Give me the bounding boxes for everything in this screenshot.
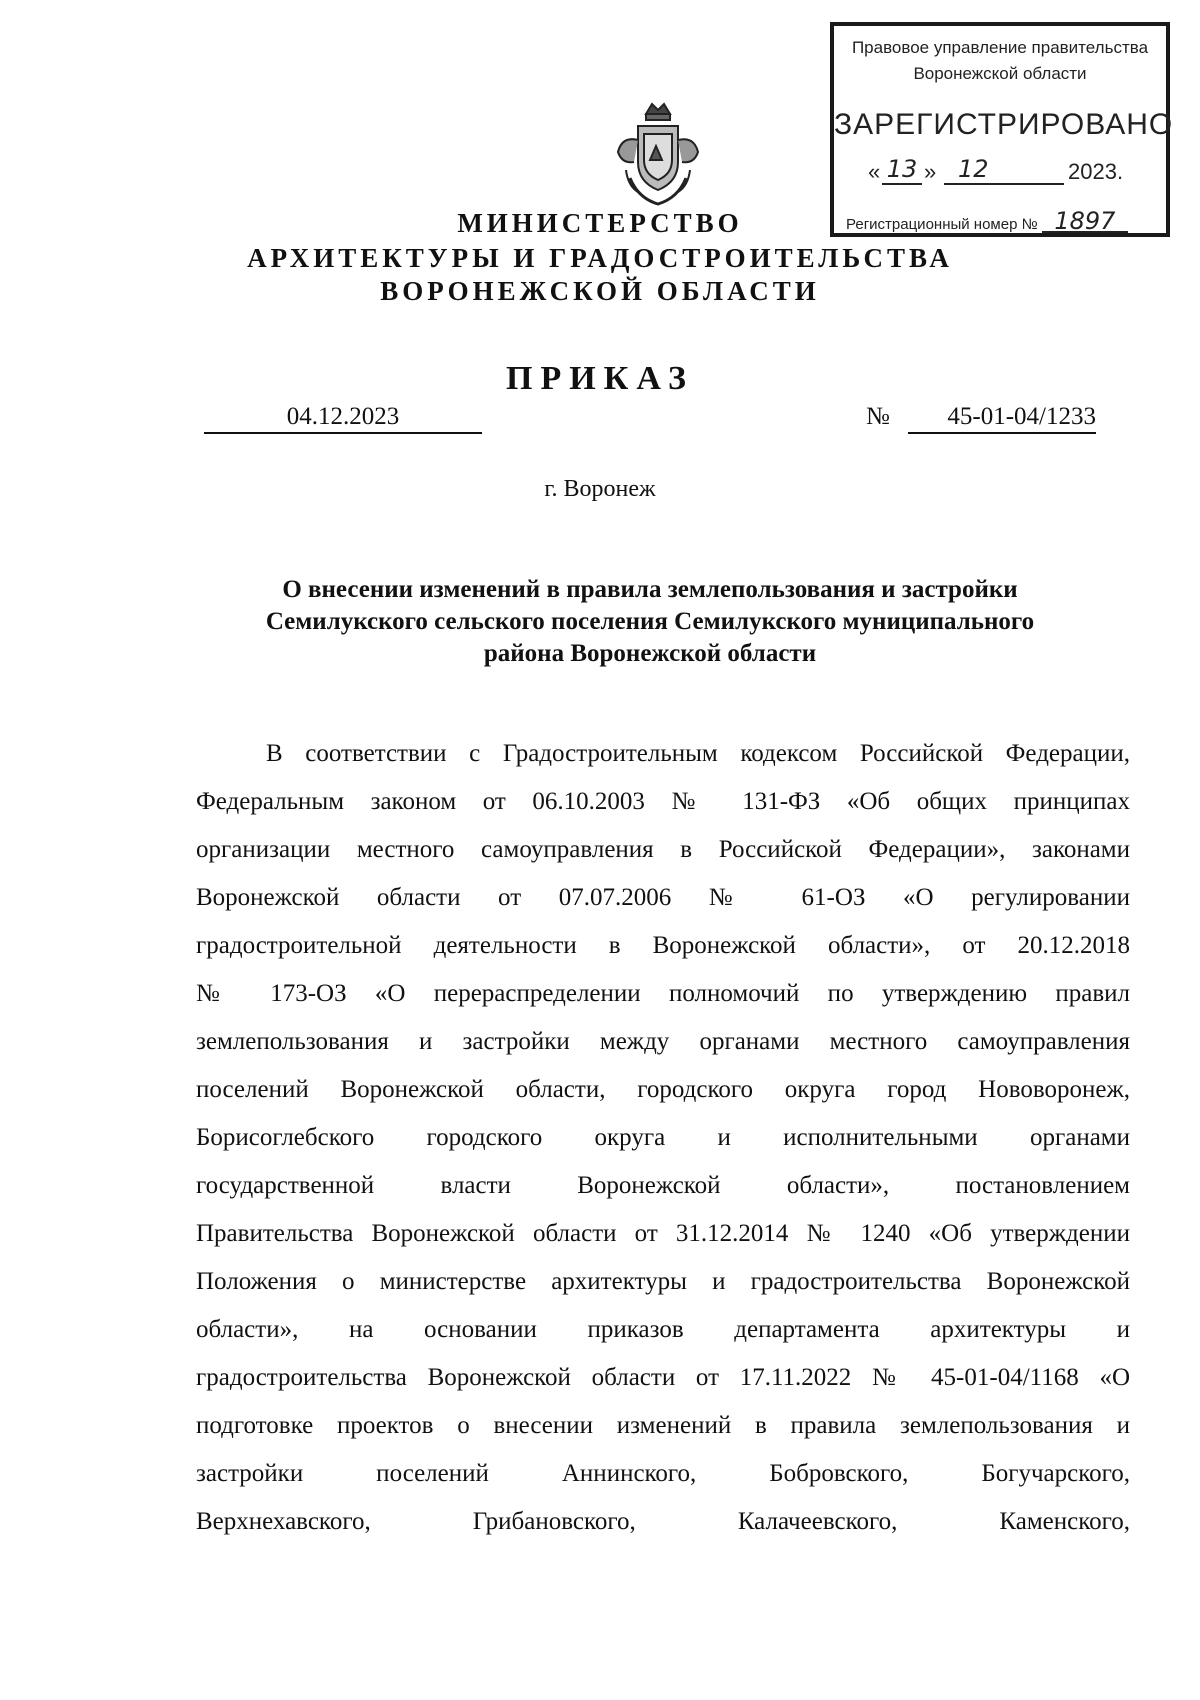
body-line: Положения о министерстве архитектуры и градостроительства Воронежской [196, 1268, 1130, 1295]
document-title: ПРИКАЗ [506, 360, 694, 397]
ministry-name-line3: ВОРОНЕЖСКОЙ ОБЛАСТИ [380, 276, 820, 306]
order-number-label: № [866, 403, 890, 430]
body-line: застройки поселений Аннинского, Бобровского, Богучарского, [196, 1460, 1130, 1487]
ministry-name-line1: МИНИСТЕРСТВО [457, 208, 743, 238]
order-number: 45-01-04/1233 [908, 402, 1096, 434]
body-line: Правительства Воронежской области от 31.12.2014 № 1240 «Об утверждении [196, 1220, 1130, 1247]
subject-line: района Воронежской области [483, 640, 817, 667]
order-city: г. Воронеж [544, 476, 656, 502]
stamp-date-day: 13 [882, 155, 922, 185]
body-line: поселений Воронежской области, городского округа город Нововоронеж, [196, 1076, 1130, 1103]
body-line: Верхнехавского, Грибановского, Калачеевского, Каменского, [196, 1508, 1130, 1535]
body-line: Федеральным законом от 06.10.2003 № 131-ФЗ «Об общих принципах [196, 788, 1130, 815]
body-line: организации местного самоуправления в Российской Федерации», законами [196, 836, 1130, 863]
order-subject [200, 574, 1100, 670]
stamp-date-month: 12 [944, 155, 1064, 185]
body-line: Воронежской области от 07.07.2006 № 61-ОЗ «О регулировании [196, 884, 1130, 911]
body-line: землепользования и застройки между органами местного самоуправления [196, 1028, 1130, 1055]
stamp-status: ЗАРЕГИСТРИРОВАНО [834, 108, 1174, 141]
ministry-name-line2: АРХИТЕКТУРЫ И ГРАДОСТРОИТЕЛЬСТВА [247, 243, 953, 273]
body-line: № 173-ОЗ «О перераспределении полномочий по утверждению правил [196, 980, 1130, 1007]
stamp-date-year: 2023. [1068, 159, 1124, 184]
stamp-org-line1: Правовое управление правительства [851, 38, 1149, 57]
body-line: градостроительства Воронежской области от 17.11.2022 № 45-01-04/1168 «О [196, 1364, 1130, 1391]
body-line: государственной власти Воронежской области», постановлением [196, 1172, 1130, 1199]
order-date: 04.12.2023 [204, 402, 482, 434]
subject-line: О внесении изменений в правила землепользования и застройки [282, 576, 1018, 603]
body-line: Борисоглебского городского округа и исполнительными органами [196, 1124, 1130, 1151]
stamp-reg-value: 1897 [1042, 211, 1128, 233]
registration-stamp [830, 22, 1174, 237]
stamp-org-line2: Воронежской области [913, 64, 1087, 83]
body-line: подготовке проектов о внесении изменений в правила землепользования и [196, 1412, 1130, 1439]
body-line: градостроительной деятельности в Воронежской области», от 20.12.2018 [196, 932, 1130, 959]
subject-line: Семилукского сельского поселения Семилукского муниципального [265, 608, 1035, 635]
body-line: области», на основании приказов департамента архитектуры и [196, 1316, 1130, 1343]
coat-of-arms-icon [608, 100, 708, 210]
stamp-reg-label: Регистрационный номер № [846, 216, 1038, 233]
stamp-date: « 13 » 12 2023. [868, 155, 1124, 184]
body-line: В соответствии с Градостроительным кодексом Российской Федерации, [266, 740, 1130, 767]
